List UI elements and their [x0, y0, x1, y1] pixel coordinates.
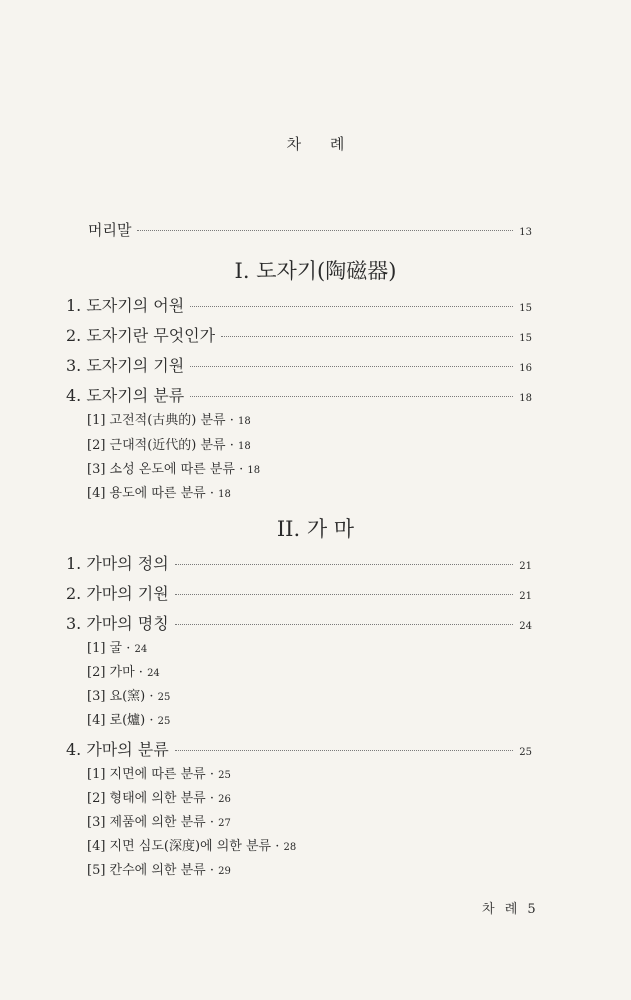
- subentry-label: [4] 로(爐) ·: [87, 713, 158, 728]
- toc-entry[interactable]: [66, 353, 532, 376]
- dot-leader: [175, 750, 514, 751]
- toc-subentry[interactable]: [87, 482, 231, 501]
- toc-subentry[interactable]: [87, 685, 170, 704]
- toc-entry-preface[interactable]: [88, 219, 532, 240]
- dot-leader: [221, 336, 513, 337]
- subentry-label: [3] 제품에 의한 분류 ·: [87, 815, 219, 830]
- dot-leader: [175, 564, 514, 565]
- subentry-page: 24: [134, 644, 148, 655]
- dot-leader: [137, 230, 513, 231]
- running-footer: 차 례 5: [482, 902, 539, 917]
- subentry-label: [2] 가마 ·: [87, 665, 148, 680]
- part-heading-2: II. 가 마: [276, 517, 355, 541]
- toc-subentry[interactable]: [87, 409, 251, 428]
- subentry-page: 25: [218, 770, 231, 781]
- toc-entry[interactable]: [66, 737, 532, 760]
- subentry-label: [4] 지면 심도(深度)에 의한 분류 ·: [87, 839, 284, 854]
- toc-entry[interactable]: [66, 581, 532, 604]
- dot-leader: [175, 594, 514, 595]
- toc-entry[interactable]: [66, 383, 532, 406]
- subentry-page: 26: [218, 794, 231, 805]
- entry-page: 18: [519, 393, 532, 404]
- subentry-page: 25: [157, 692, 171, 703]
- subentry-label: [1] 고전적(古典的) 분류 ·: [87, 413, 239, 428]
- subentry-label: [2] 근대적(近代的) 분류 ·: [87, 438, 239, 453]
- entry-page: 24: [519, 621, 532, 632]
- entry-page: 21: [519, 591, 532, 602]
- subentry-page: 27: [218, 818, 231, 829]
- subentry-page: 18: [238, 416, 251, 427]
- toc-subentry[interactable]: [87, 434, 251, 453]
- subentry-page: 18: [238, 441, 251, 452]
- entry-label: 1. 가마의 정의: [66, 554, 169, 573]
- subentry-page: 18: [218, 489, 231, 500]
- subentry-page: 18: [247, 465, 261, 476]
- toc-entry[interactable]: [66, 293, 532, 316]
- entry-label: 2. 가마의 기원: [66, 584, 169, 603]
- subentry-page: 28: [283, 842, 297, 853]
- toc-entry[interactable]: [66, 323, 532, 346]
- toc-subentry[interactable]: [87, 835, 296, 854]
- entry-label: 1. 도자기의 어원: [66, 296, 185, 315]
- page-title: 차 례: [286, 135, 357, 153]
- entry-label: 4. 도자기의 분류: [66, 386, 185, 405]
- entry-label: 머리말: [88, 221, 132, 239]
- subentry-label: [1] 굴 ·: [87, 641, 135, 656]
- toc-subentry[interactable]: [87, 763, 231, 782]
- entry-page: 16: [519, 363, 532, 374]
- entry-label: 2. 도자기란 무엇인가: [66, 326, 216, 345]
- dot-leader: [190, 306, 513, 307]
- subentry-label: [2] 형태에 의한 분류 ·: [87, 791, 219, 806]
- subentry-label: [3] 요(窯) ·: [87, 689, 158, 704]
- toc-subentry[interactable]: [87, 811, 231, 830]
- subentry-label: [4] 용도에 따른 분류 ·: [87, 486, 219, 501]
- subentry-page: 24: [147, 668, 160, 679]
- entry-page: 21: [519, 561, 532, 572]
- dot-leader: [175, 624, 514, 625]
- toc-subentry[interactable]: [87, 637, 147, 656]
- toc-subentry[interactable]: [87, 709, 170, 728]
- subentry-page: 29: [218, 866, 231, 877]
- subentry-label: [1] 지면에 따른 분류 ·: [87, 767, 219, 782]
- dot-leader: [190, 366, 513, 367]
- subentry-label: [3] 소성 온도에 따른 분류 ·: [87, 462, 248, 477]
- entry-label: 4. 가마의 분류: [66, 740, 169, 759]
- toc-entry[interactable]: [66, 611, 532, 634]
- toc-subentry[interactable]: [87, 859, 231, 878]
- subentry-label: [5] 칸수에 의한 분류 ·: [87, 863, 219, 878]
- toc-subentry[interactable]: [87, 787, 231, 806]
- entry-label: 3. 도자기의 기원: [66, 356, 185, 375]
- subentry-page: 25: [157, 716, 171, 727]
- entry-page: 13: [519, 227, 532, 238]
- dot-leader: [190, 396, 513, 397]
- entry-label: 3. 가마의 명칭: [66, 614, 169, 633]
- entry-page: 15: [519, 303, 532, 314]
- toc-entry[interactable]: [66, 551, 532, 574]
- entry-page: 15: [519, 333, 532, 344]
- toc-subentry[interactable]: [87, 458, 260, 477]
- entry-page: 25: [519, 747, 532, 758]
- part-heading-1: I. 도자기(陶磁器): [234, 259, 397, 283]
- toc-subentry[interactable]: [87, 661, 160, 680]
